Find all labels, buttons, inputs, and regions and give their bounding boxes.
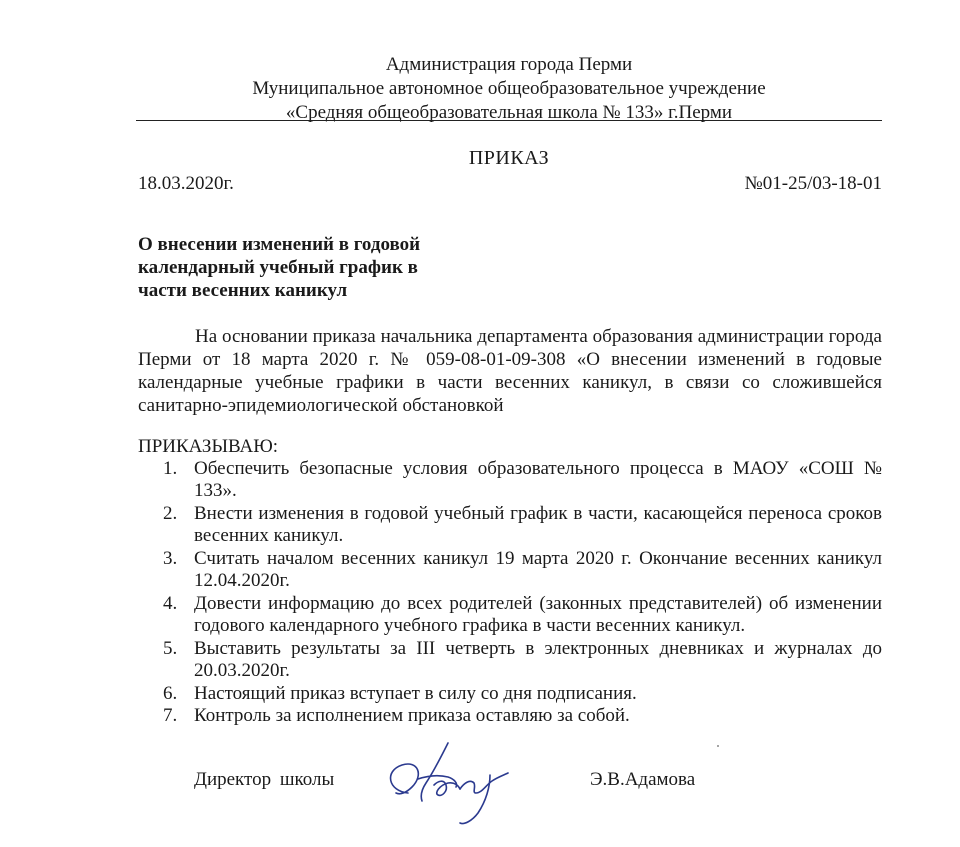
order-item (138, 503, 882, 547)
order-word: ПРИКАЗЫВАЮ: (138, 436, 279, 457)
order-item (138, 683, 882, 705)
order-item-number: 3. (163, 548, 178, 569)
basis-paragraph: На основании приказа начальника департамента образования администрации города Перми от 18 марта 2020 г. № 059-08-01-09-308 «О внесении изменений в годовые календарные учебные графики в части весенних каникул, в связи со сложившейся санитарно-эпидемиологической обстановкой (138, 326, 882, 416)
order-item-number: 7. (163, 705, 178, 726)
document-type: ПРИКАЗ (468, 147, 550, 169)
header-divider (136, 120, 882, 121)
order-item-text: Настоящий приказ вступает в силу со дня подписания. (194, 683, 637, 704)
order-item-number: 4. (163, 593, 178, 614)
header-school-name: «Средняя общеобразовательная школа № 133» г.Перми (285, 102, 733, 123)
order-item-number: 6. (163, 683, 178, 704)
header-administration: Администрация города Перми (385, 54, 633, 75)
header (136, 53, 882, 125)
handwritten-signature (378, 735, 518, 831)
header-institution-type: Муниципальное автономное общеобразовательное учреждение (252, 78, 766, 99)
order-item-number: 2. (163, 503, 178, 524)
document-subject (138, 233, 498, 302)
document-date: 18.03.2020г. (138, 173, 234, 194)
order-item-text: Считать началом весенних каникул 19 марта 2020 г. Окончание весенних каникул 12.04.2020г. (194, 548, 882, 591)
order-item (138, 548, 882, 592)
order-item-number: 5. (163, 638, 178, 659)
subject-line: части весенних каникул (138, 280, 348, 301)
order-item (138, 593, 882, 637)
subject-line: календарный учебный график в (138, 257, 418, 278)
order-item (138, 638, 882, 682)
order-item-text: Контроль за исполнением приказа оставляю за собой. (194, 705, 630, 726)
order-item-text: Внести изменения в годовой учебный график в части, касающейся переноса сроков весенних каникул. (194, 503, 882, 546)
signer-title: Директор школы (194, 769, 335, 790)
subject-line: О внесении изменений в годовой (138, 234, 421, 255)
signer-name: Э.В.Адамова (590, 769, 696, 790)
order-item (138, 705, 882, 727)
order-item-text: Выставить результаты за III четверть в электронных дневниках и журналах до 20.03.2020г. (194, 638, 882, 681)
order-items-list (138, 458, 882, 727)
document-number: №01-25/03-18-01 (744, 173, 882, 194)
order-item-text: Обеспечить безопасные условия образовательного процесса в МАОУ «СОШ № 133». (194, 458, 882, 501)
order-item-text: Довести информацию до всех родителей (законных представителей) об изменении годового календарного учебного графика в части весенних каникул. (194, 593, 882, 636)
order-item-number: 1. (163, 458, 178, 479)
order-item (138, 458, 882, 502)
scan-speck (717, 745, 719, 747)
